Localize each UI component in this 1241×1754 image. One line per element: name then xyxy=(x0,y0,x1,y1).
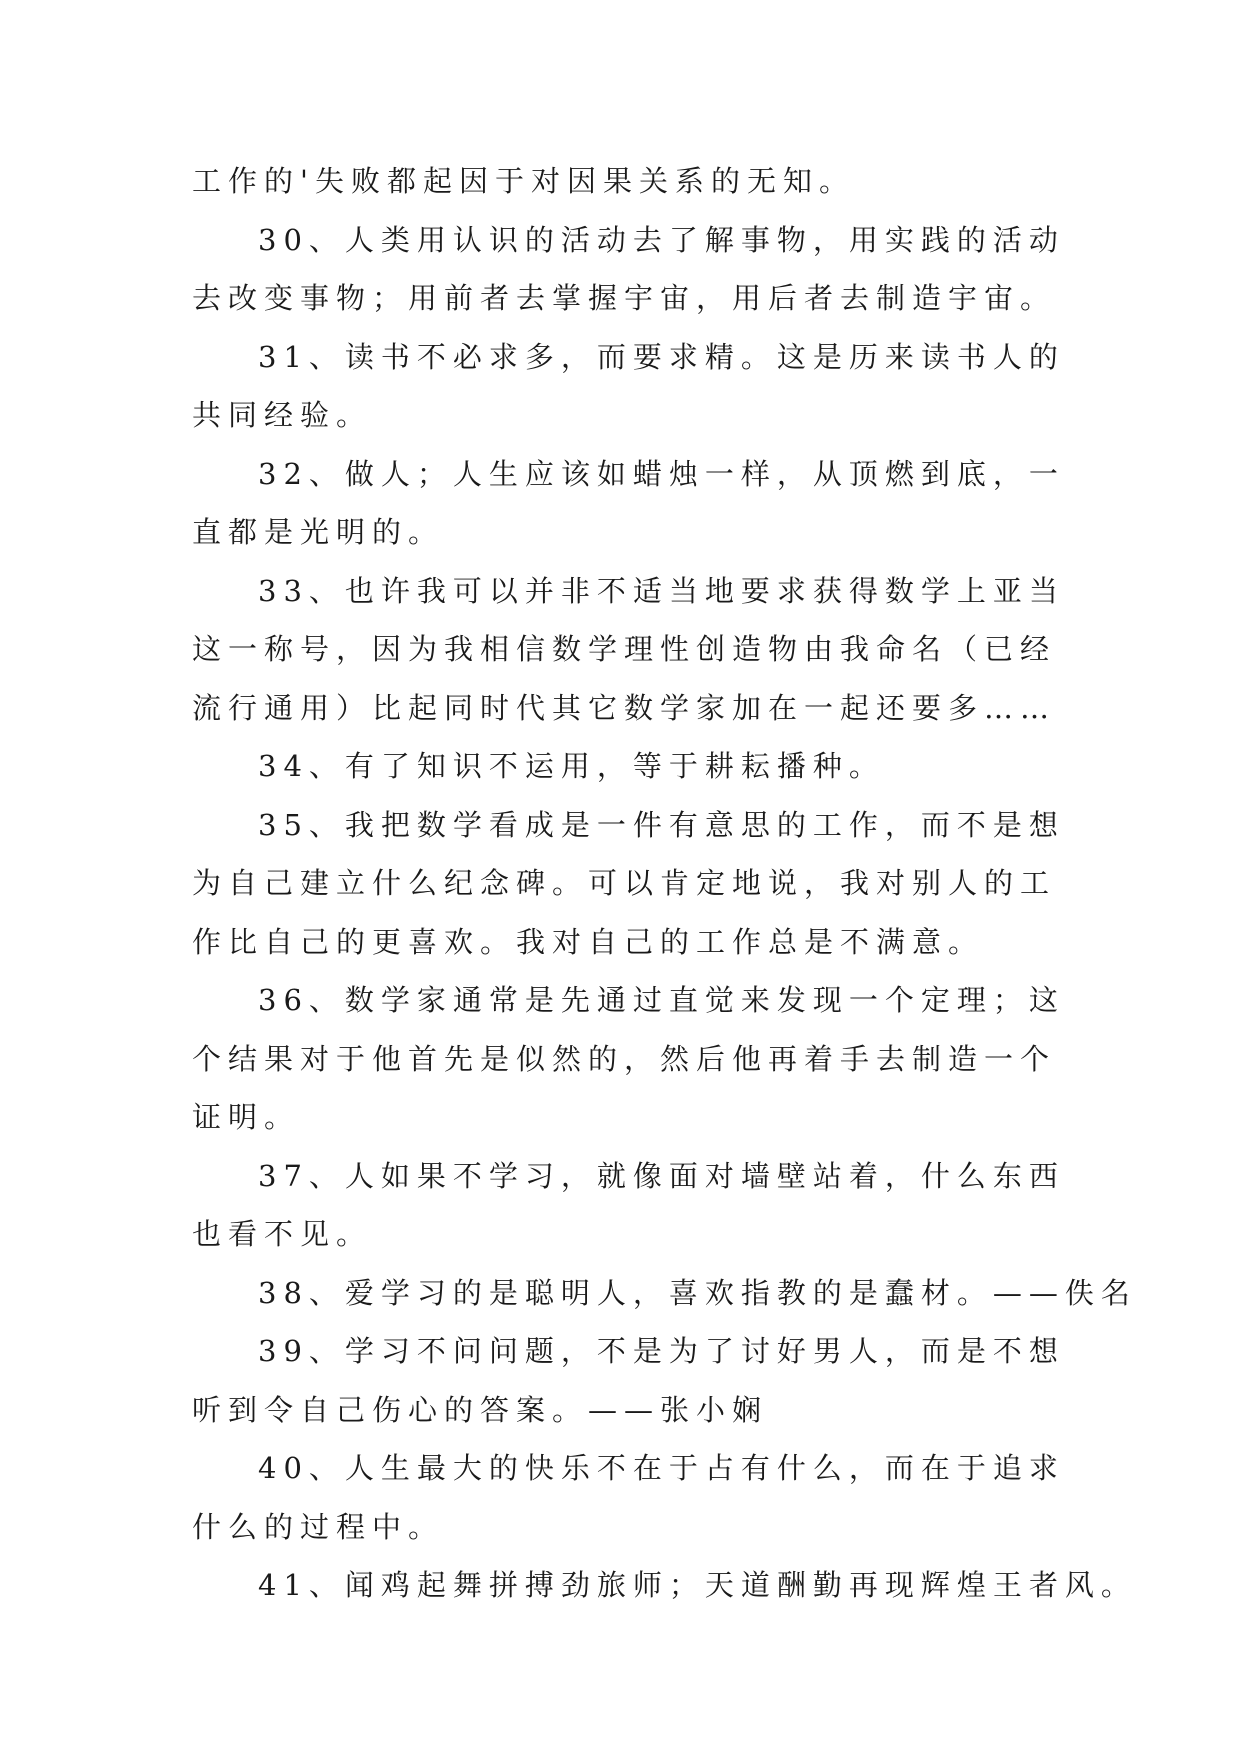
quote-33: 33、也许我可以并非不适当地要求获得数学上亚当这一称号，因为我相信数学理性创造物由我命名（已经流行通用）比起同时代其它数学家加在一起还要多…… xyxy=(192,573,1065,725)
quote-37: 37、人如果不学习，就像面对墙壁站着，什么东西也看不见。 xyxy=(192,1158,1065,1251)
quote-30: 30、人类用认识的活动去了解事物，用实践的活动去改变事物；用前者去掌握宇宙，用后者去制造宇宙。 xyxy=(192,222,1065,315)
quote-36: 36、数学家通常是先通过直觉来发现一个定理；这个结果对于他首先是似然的，然后他再着手去制造一个证明。 xyxy=(192,983,1065,1134)
quote-41: 41、闻鸡起舞拼搏劲旅师；天道酬勤再现辉煌王者风。 xyxy=(258,1568,1137,1602)
quote-34: 34、有了知识不运用，等于耕耘播种。 xyxy=(258,749,885,783)
quote-39: 39、学习不问问题，不是为了讨好男人，而是不想听到令自己伤心的答案。——张小娴 xyxy=(192,1334,1065,1427)
quote-31: 31、读书不必求多，而要求精。这是历来读书人的共同经验。 xyxy=(192,339,1065,432)
paragraph-continuation: 工作的'失败都起因于对因果关系的无知。 xyxy=(192,164,855,198)
document-body xyxy=(192,152,1137,1615)
quote-35: 35、我把数学看成是一件有意思的工作，而不是想为自己建立什么纪念碑。可以肯定地说，我对别人的工作比自己的更喜欢。我对自己的工作总是不满意。 xyxy=(192,807,1065,959)
quote-38: 38、爱学习的是聪明人，喜欢指教的是蠢材。——佚名 xyxy=(258,1275,1137,1310)
quote-32: 32、做人；人生应该如蜡烛一样，从顶燃到底，一直都是光明的。 xyxy=(192,456,1065,549)
quote-40: 40、人生最大的快乐不在于占有什么，而在于追求什么的过程中。 xyxy=(192,1451,1065,1544)
